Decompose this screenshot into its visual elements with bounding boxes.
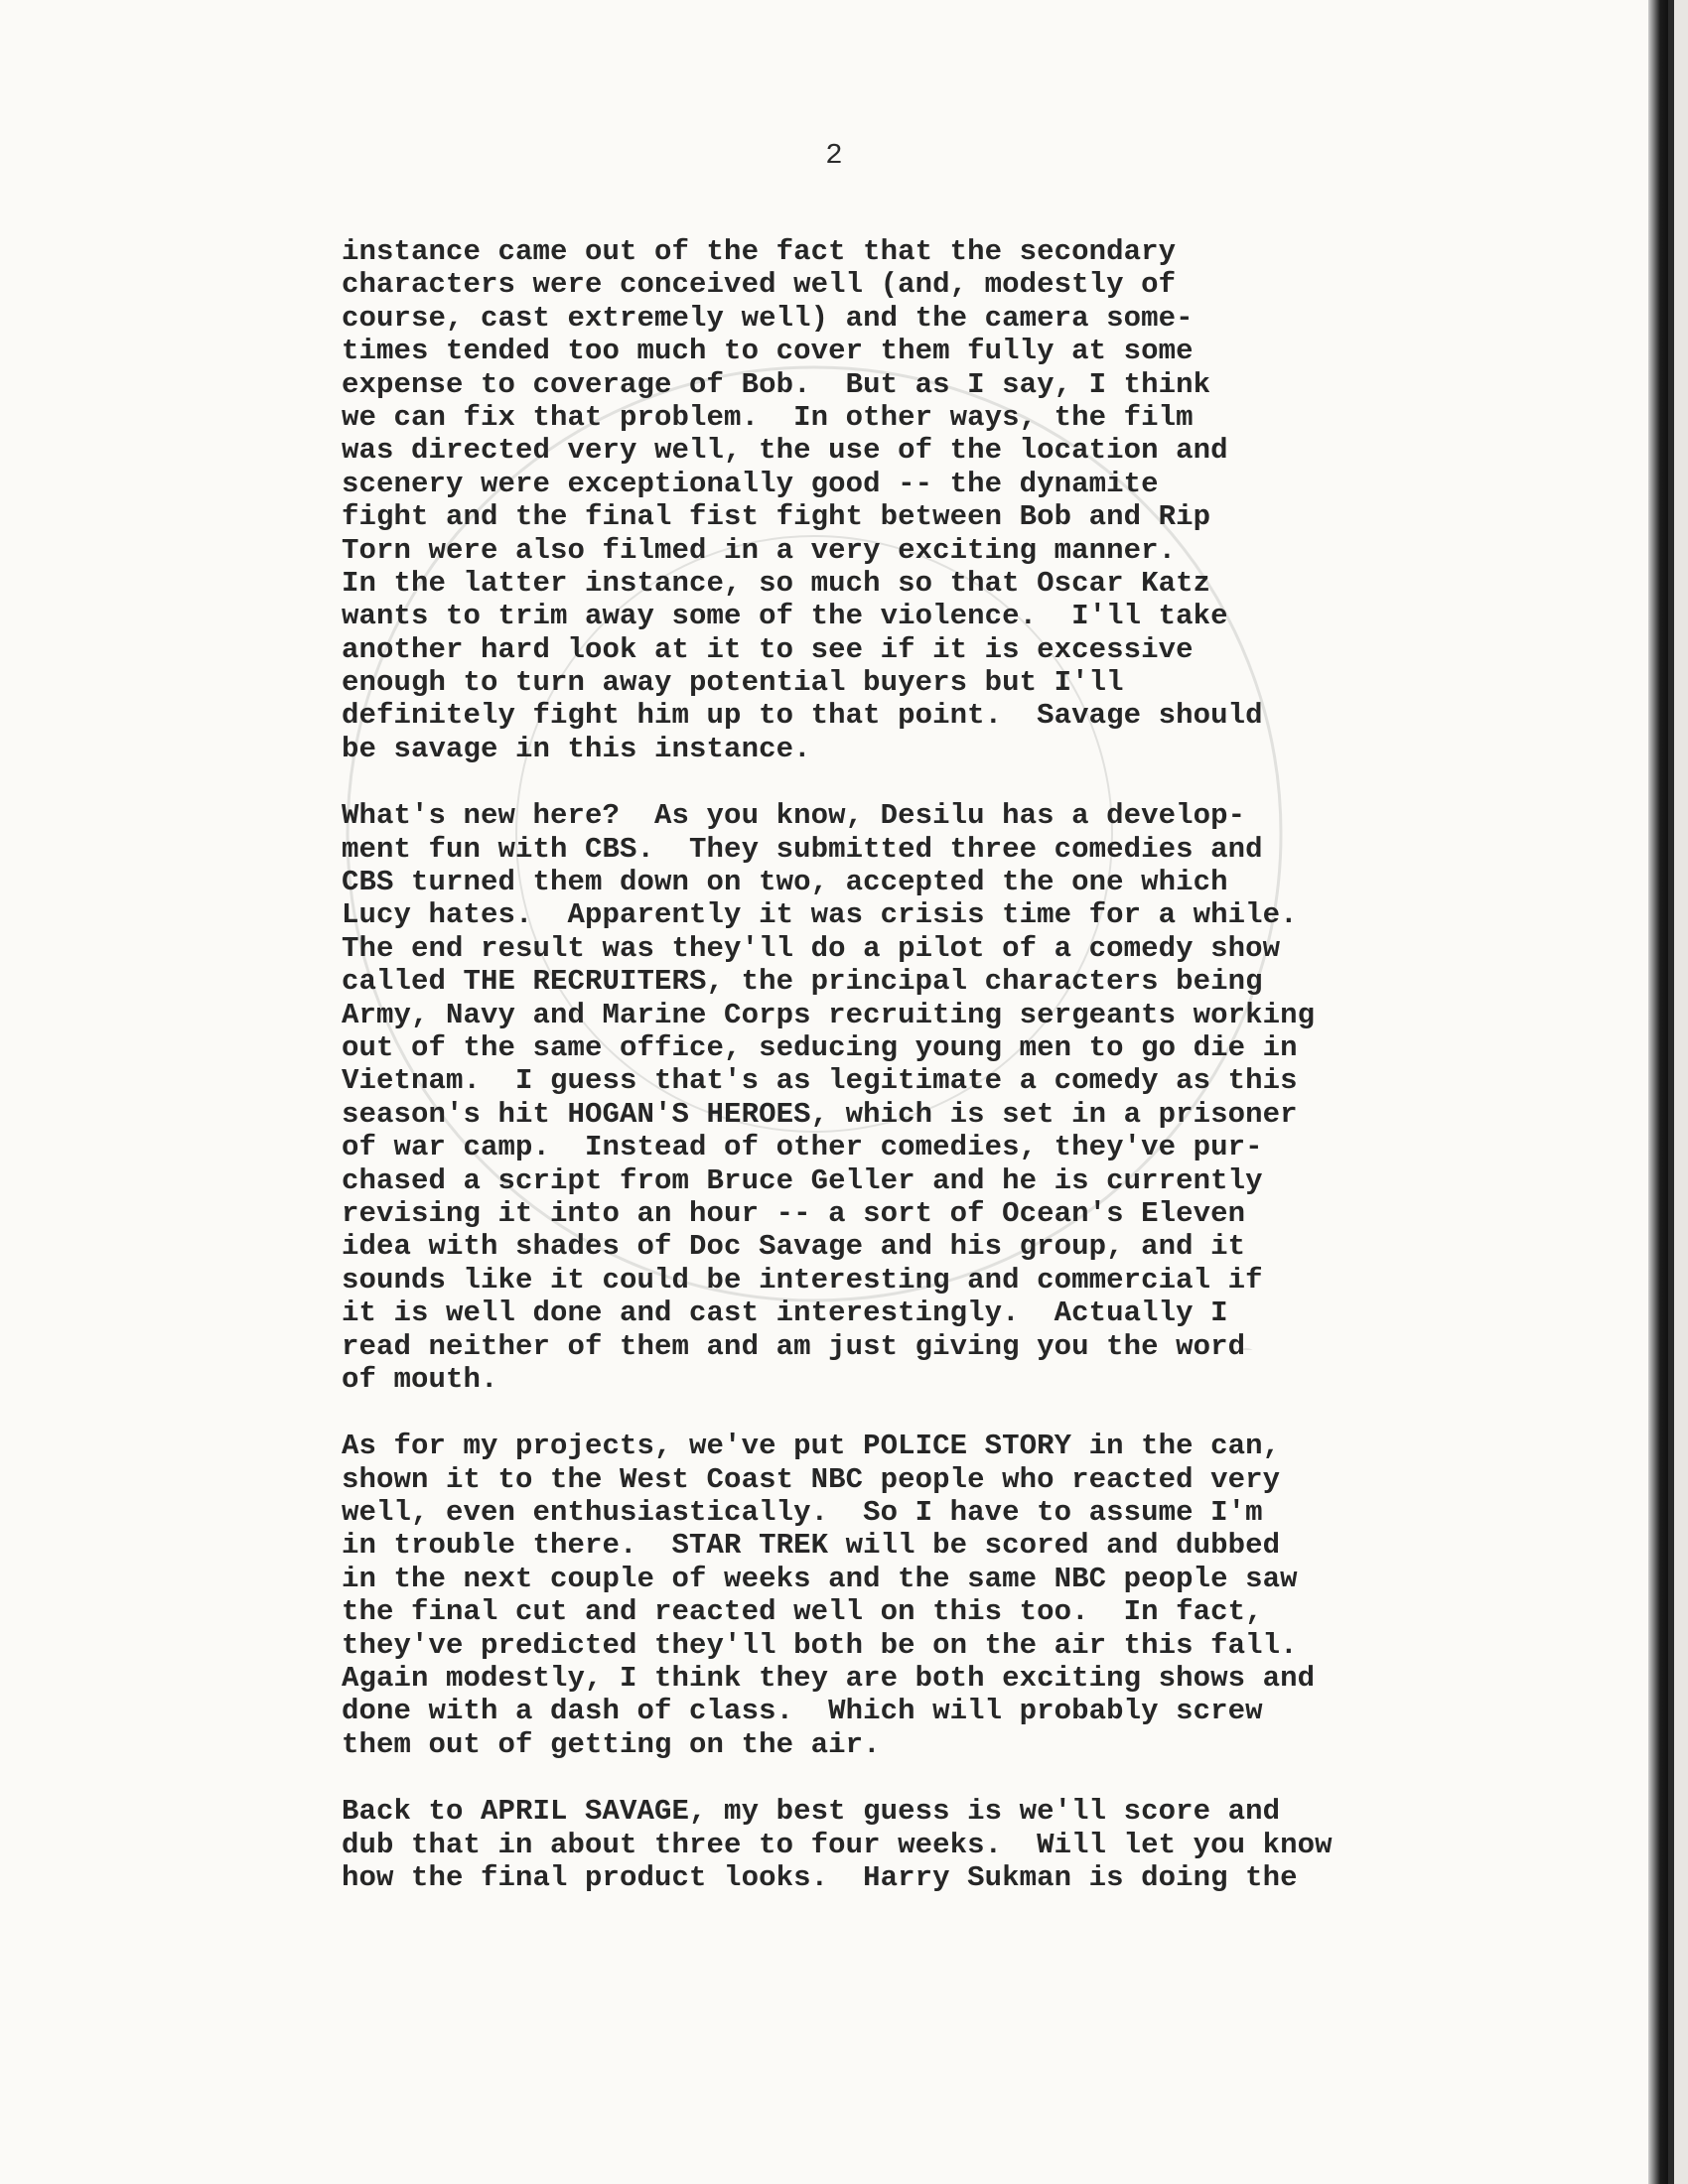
text-line: CBS turned them down on two, accepted the one which xyxy=(342,866,1228,899)
text-line: they've predicted they'll both be on the air this fall. xyxy=(342,1628,1298,1662)
text-line: Back to APRIL SAVAGE, my best guess is we'll score and xyxy=(342,1795,1281,1829)
page-number: 2 xyxy=(825,139,843,172)
text-line: idea with shades of Doc Savage and his group, and it xyxy=(342,1230,1246,1264)
text-line: read neither of them and am just giving you the word xyxy=(342,1329,1246,1363)
text-line: times tended too much to cover them fully at some xyxy=(342,335,1194,368)
text-line: be savage in this instance. xyxy=(342,732,811,765)
text-line: out of the same office, seducing young men to go die in xyxy=(342,1030,1298,1064)
paragraph-2 xyxy=(342,799,1493,1396)
text-line: called THE RECRUITERS, the principal characters being xyxy=(342,965,1263,999)
text-line: Lucy hates. Apparently it was crisis time for a while. xyxy=(342,898,1298,932)
text-line: The end result was they'll do a pilot of a comedy show xyxy=(342,931,1281,965)
page-edge-shadow xyxy=(1648,0,1668,2184)
text-line: definitely fight him up to that point. Savage should xyxy=(342,699,1263,733)
text-line: season's hit HOGAN'S HEROES, which is set in a prisoner xyxy=(342,1097,1298,1131)
text-line: What's new here? As you know, Desilu has a develop- xyxy=(342,799,1246,833)
text-line: dub that in about three to four weeks. Will let you know xyxy=(342,1828,1333,1861)
text-line: well, even enthusiastically. So I have to assume I'm xyxy=(342,1496,1263,1530)
text-line: in the next couple of weeks and the same NBC people saw xyxy=(342,1562,1298,1595)
text-line: wants to trim away some of the violence. I'll take xyxy=(342,600,1228,633)
text-line: it is well done and cast interestingly. Actually I xyxy=(342,1297,1228,1330)
text-line: sounds like it could be interesting and commercial if xyxy=(342,1263,1263,1297)
text-line: expense to coverage of Bob. But as I say, I think xyxy=(342,367,1211,401)
paragraph-4 xyxy=(342,1795,1493,1894)
text-line: enough to turn away potential buyers but I'll xyxy=(342,666,1124,700)
text-line: we can fix that problem. In other ways, the film xyxy=(342,400,1194,434)
text-line: course, cast extremely well) and the camera some- xyxy=(342,301,1194,335)
paragraph-3 xyxy=(342,1430,1493,1761)
paragraph-gap xyxy=(342,1761,1493,1795)
text-line: of war camp. Instead of other comedies, they've pur- xyxy=(342,1131,1263,1164)
text-line: them out of getting on the air. xyxy=(342,1727,881,1761)
text-line: Army, Navy and Marine Corps recruiting sergeants working xyxy=(342,998,1316,1031)
text-line: Again modestly, I think they are both exciting shows and xyxy=(342,1662,1316,1696)
text-line: was directed very well, the use of the location and xyxy=(342,434,1228,468)
text-line: chased a script from Bruce Geller and he is currently xyxy=(342,1163,1263,1197)
text-line: how the final product looks. Harry Sukman is doing the xyxy=(342,1860,1298,1894)
text-line: the final cut and reacted well on this too. In fact, xyxy=(342,1595,1263,1629)
text-line: revising it into an hour -- a sort of Ocean's Eleven xyxy=(342,1196,1246,1230)
text-line: done with a dash of class. Which will probably screw xyxy=(342,1695,1263,1728)
text-line: of mouth. xyxy=(342,1362,498,1396)
text-line: another hard look at it to see if it is excessive xyxy=(342,632,1194,666)
paragraph-1 xyxy=(342,235,1493,765)
text-line: scenery were exceptionally good -- the dynamite xyxy=(342,467,1159,500)
text-line: in trouble there. STAR TREK will be scored and dubbed xyxy=(342,1529,1281,1563)
text-line: In the latter instance, so much so that Oscar Katz xyxy=(342,566,1211,600)
text-line: Torn were also filmed in a very exciting manner. xyxy=(342,533,1177,567)
text-line: fight and the final fist fight between Bob and Rip xyxy=(342,500,1211,534)
text-line: shown it to the West Coast NBC people who reacted very xyxy=(342,1462,1281,1496)
text-line: Vietnam. I guess that's as legitimate a comedy as this xyxy=(342,1064,1298,1098)
text-line: ment fun with CBS. They submitted three comedies and xyxy=(342,832,1263,866)
letter-body xyxy=(342,235,1493,1894)
text-line: instance came out of the fact that the secondary xyxy=(342,235,1177,268)
text-line: characters were conceived well (and, modestly of xyxy=(342,268,1177,302)
text-line: As for my projects, we've put POLICE STORY in the can, xyxy=(342,1430,1281,1463)
paragraph-gap xyxy=(342,1396,1493,1430)
paragraph-gap xyxy=(342,765,1493,799)
